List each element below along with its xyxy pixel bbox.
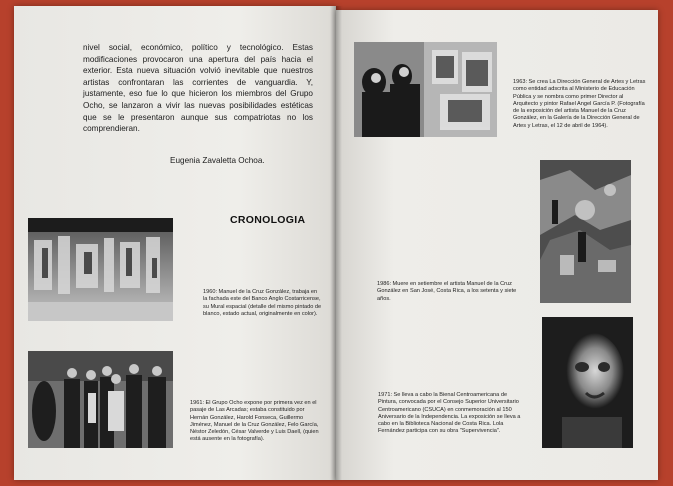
grupo-ocho-group-photo [28, 351, 173, 448]
author-signature: Eugenia Zavaletta Ochoa. [170, 156, 265, 165]
entry-1963-caption: 1963: Se crea La Dirección General de Artes y Letras como entidad adscrita al Ministerio de Educación Pública y se nombra como primer Director al Arquitecto y pintor Rafael Angel García P. (Fotografía de la exposición del artista Manuel de la Cruz González, en la Galería de la Dirección General de Artes y Letras, el 12 de abril de 1964). [513, 79, 646, 129]
entry-1960-caption: 1960: Manuel de la Cruz González, trabaja en la fachada este del Banco Anglo Costarricense, su Mural espacial (detalle del mismo pintado de blanco, estado actual, originalmente en color). [203, 289, 322, 317]
entry-1961-caption: 1961: El Grupo Ocho expone por primera vez en el pasaje de Las Arcadas; estaba constituido por Hernán González, Harold Fonseca, Guillermo Jiménez, Manuel de la Cruz González, Felo García, Néstor Zeledón, César Valverde y Luis Daell, (quien está ausente en la fotografía). [190, 400, 319, 443]
intro-paragraph: nivel social, económico, político y tecnológico. Estas modificaciones provocaron una apertura del país hacia el exterior. Esta nueva situación volvió inevitable que nuestros artistas confrontaran las corrientes de vanguardia. Y, justamente, eso fue lo que hicieron los miembros del Grupo Ocho, se lanzaron a vivir las nuevas posibilidades estéticas que se le presentaron aunque sus compatriotas no los comprendieran. [83, 43, 313, 134]
book-gutter [330, 6, 342, 480]
mural-facade-photo [28, 218, 173, 321]
entry-1986-caption: 1986: Muere en setiembre el artista Manuel de la Cruz González en San José, Costa Rica, a los setenta y siete años. [377, 281, 517, 302]
supervivencia-painting-photo [542, 317, 633, 448]
exhibition-1964-photo [354, 42, 497, 137]
artwork-painting-photo [540, 160, 631, 303]
chronology-heading: CRONOLOGIA [230, 214, 306, 226]
entry-1971-caption: 1971: Se lleva a cabo la Bienal Centroamericana de Pintura, convocada por el Consejo Superior Universitario Centroamericano (CSUCA) en conmemoración al 150 Aniversario de la Independencia. La exposición se lleva a cabo en la Biblioteca Nacional de Costa Rica. Lola Fernández participa con su obra "Supervivencia". [378, 392, 521, 435]
